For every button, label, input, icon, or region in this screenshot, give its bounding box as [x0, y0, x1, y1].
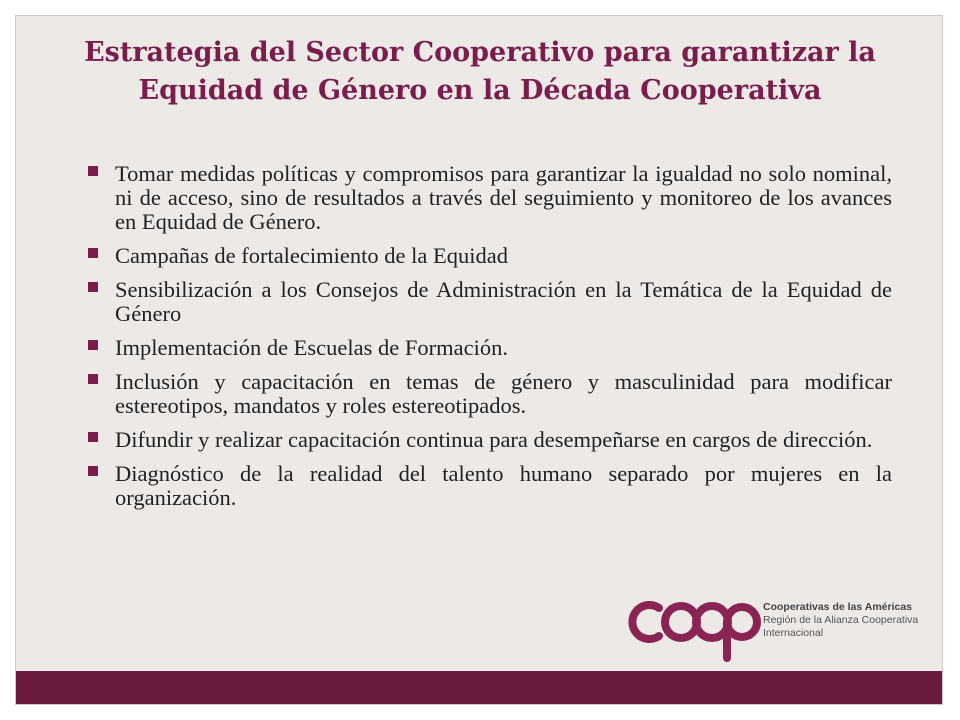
bullet-text: Implementación de Escuelas de Formación.	[115, 335, 508, 360]
square-bullet-icon	[88, 466, 98, 476]
bullet-item	[88, 244, 892, 268]
logo-text	[763, 601, 918, 640]
bullet-text: Difundir y realizar capacitación continua para desempeñarse en cargos de dirección.	[115, 427, 873, 452]
coop-logo	[621, 596, 941, 662]
square-bullet-icon	[88, 248, 98, 258]
bullet-item	[88, 428, 892, 452]
logo-line-3: Internacional	[763, 627, 824, 639]
coop-wordmark-icon	[621, 596, 761, 662]
bullet-text: Inclusión y capacitación en temas de género y masculinidad para modificar estereotipos, mandatos y roles estereotipados.	[115, 369, 892, 418]
square-bullet-icon	[88, 166, 98, 176]
square-bullet-icon	[88, 340, 98, 350]
bullet-item	[88, 336, 892, 360]
bullet-text: Tomar medidas políticas y compromisos para garantizar la igualdad no solo nominal, ni de acceso, sino de resultados a través del seguimiento y monitoreo de los avances en Equidad de Género.	[115, 161, 892, 234]
slide	[15, 15, 943, 705]
logo-line-2: Región de la Alianza Cooperativa	[763, 614, 919, 626]
slide-title	[16, 34, 944, 110]
footer-bar	[16, 671, 942, 704]
bullet-item	[88, 278, 892, 326]
logo-line-1: Cooperativas de las Américas	[763, 601, 913, 613]
square-bullet-icon	[88, 374, 98, 384]
bullet-item	[88, 162, 892, 234]
slide-title-line-1: Estrategia del Sector Cooperativo para garantizar la	[84, 37, 876, 68]
bullet-text: Sensibilización a los Consejos de Administración en la Temática de la Equidad de Género	[115, 277, 892, 326]
square-bullet-icon	[88, 282, 98, 292]
bullet-item	[88, 462, 892, 510]
bullet-text: Campañas de fortalecimiento de la Equidad	[115, 243, 508, 268]
bullet-list	[88, 162, 892, 520]
square-bullet-icon	[88, 432, 98, 442]
bullet-text: Diagnóstico de la realidad del talento humano separado por mujeres en la organización.	[115, 461, 892, 510]
slide-title-line-2: Equidad de Género en la Década Cooperativa	[138, 75, 822, 106]
bullet-item	[88, 370, 892, 418]
